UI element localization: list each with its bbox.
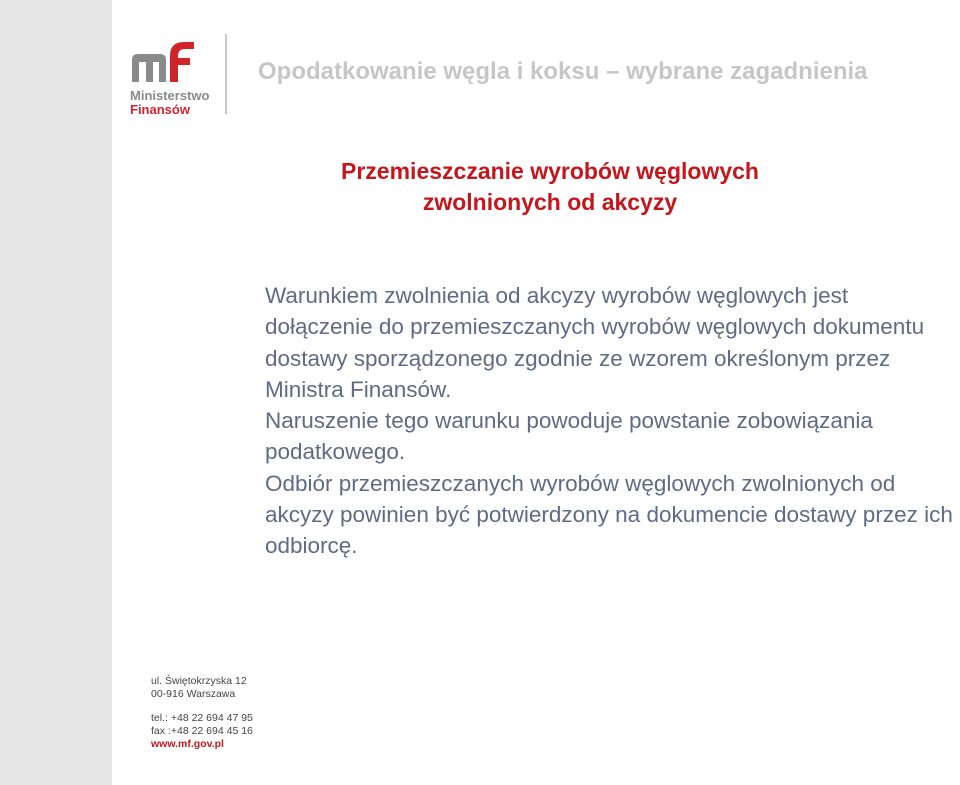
footer-city: 00-916 Warszawa	[151, 688, 236, 700]
footer-contact	[151, 675, 253, 751]
footer-street: ul. Świętokrzyska 12	[151, 675, 247, 687]
body-paragraph: Odbiór przemieszczanych wyrobów węglowych zwolnionych od akcyzy powinien być potwierdzony na dokumencie dostawy przez ich odbiorcę.	[265, 470, 953, 559]
logo-text-finansow: Finansów	[130, 102, 190, 117]
left-decorative-band	[0, 0, 112, 785]
section-title-line1: Przemieszczanie wyrobów węglowych	[341, 158, 759, 184]
logo-text-ministerstwo: Ministerstwo	[130, 88, 210, 103]
body-text	[265, 280, 955, 562]
footer-fax: fax :+48 22 694 45 16	[151, 725, 253, 737]
body-paragraph: Naruszenie tego warunku powoduje powstanie zobowiązania podatkowego.	[265, 408, 873, 465]
logo-divider	[225, 34, 227, 114]
section-title	[300, 156, 800, 218]
header-title: Opodatkowanie węgla i koksu – wybrane zagadnienia	[258, 58, 868, 85]
body-paragraph: Warunkiem zwolnienia od akcyzy wyrobów węglowych jest dołączenie do przemieszczanych wyrobów węglowych dokumentu dostawy sporządzonego zgodnie ze wzorem określonym przez Ministra Finansów.	[265, 283, 925, 402]
footer-website-link[interactable]: www.mf.gov.pl	[151, 738, 224, 750]
ministry-logo	[130, 38, 230, 118]
section-title-line2: zwolnionych od akcyzy	[422, 189, 678, 215]
footer-tel: tel.: +48 22 694 47 95	[151, 712, 253, 724]
mf-logo-mark-icon	[130, 38, 200, 86]
